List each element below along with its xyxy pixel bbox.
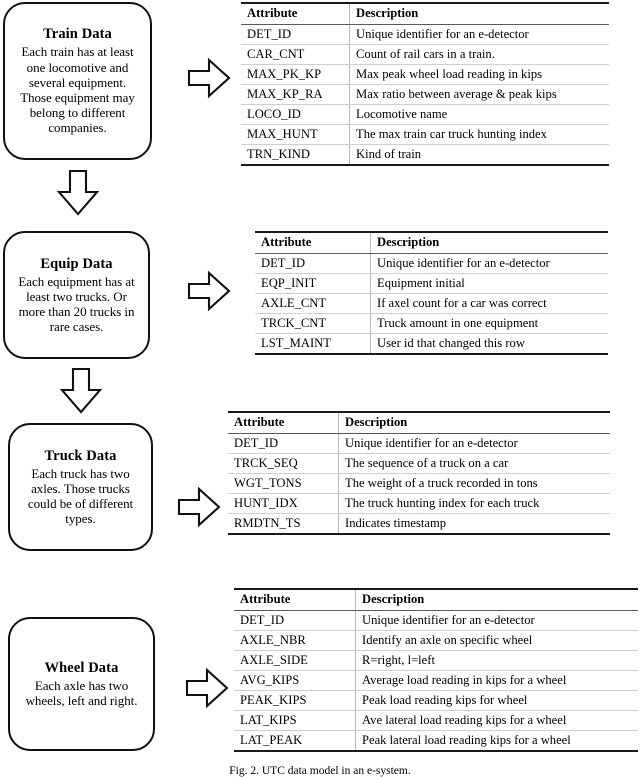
cell-description: Locomotive name [350, 105, 610, 125]
cell-description: Unique identifier for an e-detector [356, 611, 639, 631]
entity-title-equip: Equip Data [40, 255, 113, 272]
attribute-table-truck [228, 411, 610, 535]
cell-description: The weight of a truck recorded in tons [339, 474, 611, 494]
entity-box-train[interactable] [3, 2, 152, 160]
cell-attribute: AXLE_NBR [234, 631, 356, 651]
cell-attribute: LOCO_ID [241, 105, 350, 125]
table-row [241, 45, 609, 65]
table-row [241, 125, 609, 145]
table-row [234, 691, 638, 711]
column-header-attribute: Attribute [241, 3, 350, 25]
entity-box-wheel[interactable] [8, 617, 155, 751]
cell-attribute: MAX_PK_KP [241, 65, 350, 85]
cell-attribute: LAT_KIPS [234, 711, 356, 731]
attribute-table-equip [255, 231, 608, 355]
table-row [228, 514, 610, 535]
table-row [255, 314, 608, 334]
cell-description: User id that changed this row [371, 334, 609, 355]
table-row [241, 105, 609, 125]
table-body [228, 434, 610, 535]
table-row [228, 434, 610, 454]
table-row [234, 731, 638, 752]
entity-description-train: Each train has at least one locomotive and several equipment. Those equipment may belong to different companies. [20, 44, 135, 136]
table-body [234, 611, 638, 752]
table-row [234, 611, 638, 631]
cell-description: Equipment initial [371, 274, 609, 294]
table-body [241, 25, 609, 166]
cell-attribute: TRCK_SEQ [228, 454, 339, 474]
cell-attribute: DET_ID [241, 25, 350, 45]
attribute-table-wheel [234, 588, 638, 752]
cell-description: The max train car truck hunting index [350, 125, 610, 145]
entity-box-truck[interactable] [8, 423, 153, 551]
table-header-row [228, 412, 610, 434]
cell-description: If axel count for a car was correct [371, 294, 609, 314]
cell-attribute: AVG_KIPS [234, 671, 356, 691]
table-row [241, 85, 609, 105]
column-header-description: Description [356, 589, 639, 611]
cell-attribute: TRN_KIND [241, 145, 350, 166]
cell-description: Max peak wheel load reading in kips [350, 65, 610, 85]
column-header-description: Description [350, 3, 610, 25]
entity-title-wheel: Wheel Data [44, 659, 119, 676]
table-row [228, 474, 610, 494]
column-header-attribute: Attribute [228, 412, 339, 434]
cell-description: Identify an axle on specific wheel [356, 631, 639, 651]
table-row [255, 334, 608, 355]
cell-description: Average load reading in kips for a wheel [356, 671, 639, 691]
entity-box-equip[interactable] [3, 231, 150, 359]
cell-description: Unique identifier for an e-detector [350, 25, 610, 45]
column-header-description: Description [339, 412, 611, 434]
arrow-down-train-to-equip [55, 168, 101, 218]
cell-attribute: TRCK_CNT [255, 314, 371, 334]
entity-description-equip: Each equipment has at least two trucks. Or more than 20 trucks in rare cases. [18, 273, 135, 335]
table-body [255, 254, 608, 355]
entity-description-wheel: Each axle has two wheels, left and right. [25, 677, 138, 709]
cell-attribute: DET_ID [255, 254, 371, 274]
cell-attribute: WGT_TONS [228, 474, 339, 494]
entity-title-truck: Truck Data [44, 447, 117, 464]
cell-attribute: RMDTN_TS [228, 514, 339, 535]
cell-attribute: CAR_CNT [241, 45, 350, 65]
table-row [228, 454, 610, 474]
attribute-table-train [241, 2, 609, 166]
cell-description: Kind of train [350, 145, 610, 166]
entity-description-truck: Each truck has two axles. Those trucks could be of different types. [27, 465, 134, 527]
cell-description: Indicates timestamp [345, 516, 447, 530]
cell-attribute: DET_ID [234, 611, 356, 631]
arrow-right-truck-to-table [176, 484, 222, 530]
cell-description: Peak load reading kips for wheel [356, 691, 639, 711]
cell-attribute: MAX_HUNT [241, 125, 350, 145]
arrow-right-train-to-table [186, 55, 232, 101]
arrow-down-equip-to-truck [58, 366, 104, 416]
cell-attribute: LAT_PEAK [234, 731, 356, 752]
cell-attribute: DET_ID [228, 434, 339, 454]
arrow-right-equip-to-table [186, 268, 232, 314]
cell-attribute: AXLE_SIDE [234, 651, 356, 671]
table-row [234, 671, 638, 691]
cell-description: R=right, l=left [356, 651, 639, 671]
table-row [234, 631, 638, 651]
table-row [234, 651, 638, 671]
entity-title-train: Train Data [43, 26, 112, 43]
table-row [241, 65, 609, 85]
table-row [241, 145, 609, 166]
cell-attribute: LST_MAINT [255, 334, 371, 355]
cell-description: Unique identifier for an e-detector [371, 254, 609, 274]
table-row [241, 25, 609, 45]
cell-attribute: EQP_INIT [255, 274, 371, 294]
column-header-attribute: Attribute [234, 589, 356, 611]
cell-description: The truck hunting index for each truck [339, 494, 611, 514]
cell-description: Count of rail cars in a train. [350, 45, 610, 65]
cell-description: Peak lateral load reading kips for a wheel [356, 731, 639, 752]
cell-attribute: HUNT_IDX [228, 494, 339, 514]
table-row [255, 274, 608, 294]
cell-attribute: AXLE_CNT [255, 294, 371, 314]
column-header-attribute: Attribute [255, 232, 371, 254]
cell-description: The sequence of a truck on a car [339, 454, 611, 474]
table-row [255, 254, 608, 274]
cell-attribute: MAX_KP_RA [241, 85, 350, 105]
table-header-row [241, 3, 609, 25]
cell-description: Max ratio between average & peak kips [350, 85, 610, 105]
cell-description: Truck amount in one equipment [371, 314, 609, 334]
table-row [228, 494, 610, 514]
table-header-row [255, 232, 608, 254]
figure-caption: Fig. 2. UTC data model in an e-system. [229, 765, 411, 777]
cell-description: Unique identifier for an e-detector [339, 434, 611, 454]
arrow-right-wheel-to-table [184, 665, 230, 711]
cell-description: Ave lateral load reading kips for a wheel [356, 711, 639, 731]
table-row [255, 294, 608, 314]
table-row [234, 711, 638, 731]
table-header-row [234, 589, 638, 611]
cell-attribute: PEAK_KIPS [234, 691, 356, 711]
column-header-description: Description [371, 232, 609, 254]
